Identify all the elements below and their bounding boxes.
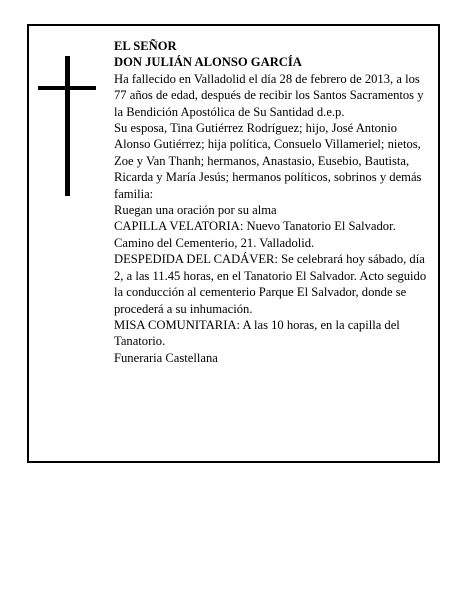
mass-info: MISA COMUNITARIA: A las 10 horas, en la capilla del Tanatorio. (114, 317, 400, 349)
cross-icon (38, 56, 96, 196)
prayer-request: Ruegan una oración por su alma (114, 203, 277, 218)
wake-chapel-info: CAPILLA VELATORIA: Nuevo Tanatorio El Salvador. Camino del Cementerio, 21. Valladolid. (114, 219, 396, 250)
farewell-info: DESPEDIDA DEL CADÁVER: Se celebrará hoy sábado, día 2, a las 11.45 horas, en el Tanatorio El Salvador. Acto seguido la conducción al cementerio Parque El Salvador, donde se procederá a su inhumación. (114, 252, 427, 316)
cross-vertical-bar (65, 56, 70, 196)
funeral-home: Funeraria Castellana (114, 350, 218, 365)
cross-horizontal-bar (38, 86, 96, 90)
title-line-1: EL SEÑOR (114, 39, 177, 53)
deceased-name: DON JULIÁN ALONSO GARCÍA (114, 55, 302, 70)
obituary-text (114, 38, 428, 366)
family-list: Su esposa, Tina Gutiérrez Rodríguez; hijo, José Antonio Alonso Gutiérrez; hija política, Consuelo Villameriel; nietos, Zoe y Van Thanh; hermanos, Anastasio, Eusebio, Bautista, Ricarda y María Jesús; hermanos políticos, sobrinos y demás familia: (114, 121, 422, 201)
death-announcement: Ha fallecido en Valladolid el día 28 de febrero de 2013, a los 77 años de edad, después de recibir los Santos Sacramentos y la Bendición Apostólica de Su Santidad d.e.p. (114, 71, 424, 119)
